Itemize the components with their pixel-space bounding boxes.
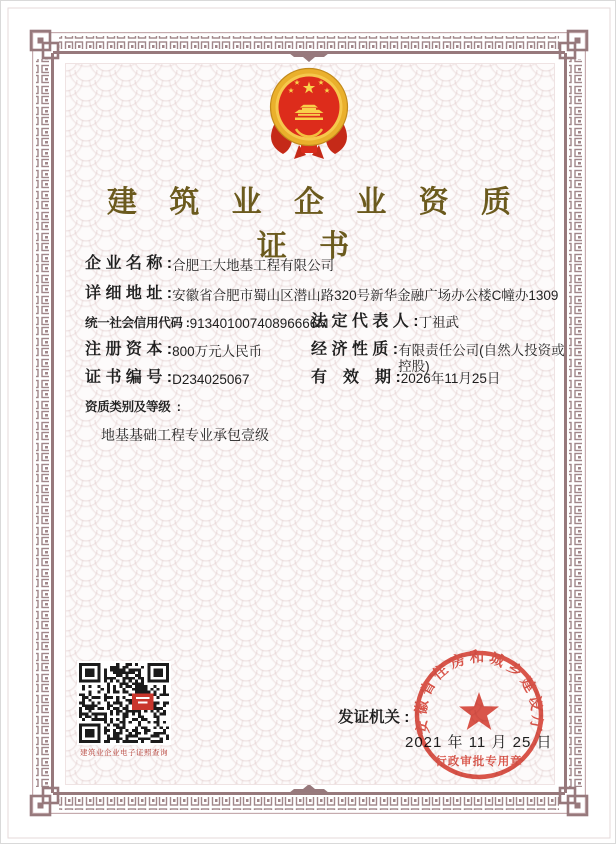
seal-ring-text: 安徽省住房和城乡建设厅 xyxy=(413,649,545,736)
qualification-grade-text: 地基基础工程专业承包壹级 xyxy=(101,427,269,443)
field-value: 有限责任公司(自然人投资或控股) xyxy=(398,343,565,374)
field-row-qualification-category xyxy=(85,396,555,424)
field-value: 合肥工大地基工程有限公司 xyxy=(172,258,335,273)
svg-text:安徽省住房和城乡建设厅 xyxy=(411,648,546,736)
field-label: 资质类别及等级 : xyxy=(85,400,181,414)
field-label: 证 书 编 号 : xyxy=(85,369,173,386)
field-label: 有 效 期 : xyxy=(311,369,401,386)
field-value: 800万元人民币 xyxy=(172,344,263,359)
field-value: 安徽省合肥市蜀山区潜山路320号新华金融广场办公楼C幢办1309 xyxy=(172,288,559,303)
field-label: 企 业 名 称 : xyxy=(85,255,173,272)
field-row-address xyxy=(85,284,559,312)
field-row-company-name xyxy=(85,254,555,282)
certificate-title: 建 筑 业 企 业 资 质 证 书 xyxy=(106,186,523,263)
red-approval-seal-icon xyxy=(411,647,547,783)
issuing-authority-label: 发证机关 : xyxy=(338,709,410,726)
field-label: 经 济 性 质 : xyxy=(311,341,399,358)
field-label: 统一社会信用代码 : xyxy=(85,316,190,330)
china-national-emblem-icon xyxy=(261,65,357,161)
qr-code-container xyxy=(77,661,171,745)
certificate-fields xyxy=(85,248,565,424)
field-value: 91340100740896666M xyxy=(189,316,329,331)
issue-date: 2021 年 11 月 25 日 xyxy=(405,734,553,751)
seal-bottom-text: 行政审批专用章 xyxy=(435,756,523,768)
qr-caption: 建筑业企业电子证照查询 xyxy=(80,748,168,757)
field-label: 法 定 代 表 人 : xyxy=(311,313,419,330)
field-label: 注 册 资 本 : xyxy=(85,341,173,358)
seal-star xyxy=(459,692,499,730)
field-row-certificate-number xyxy=(85,368,555,396)
field-value: 丁祖武 xyxy=(418,315,460,330)
field-row-registered-capital xyxy=(85,340,565,374)
field-value: D234025067 xyxy=(172,372,250,387)
field-row-credit-code xyxy=(85,312,555,340)
field-label: 详 细 地 址 : xyxy=(85,285,173,302)
field-value: 2026年11月25日 xyxy=(400,371,501,386)
qr-code xyxy=(79,663,169,743)
